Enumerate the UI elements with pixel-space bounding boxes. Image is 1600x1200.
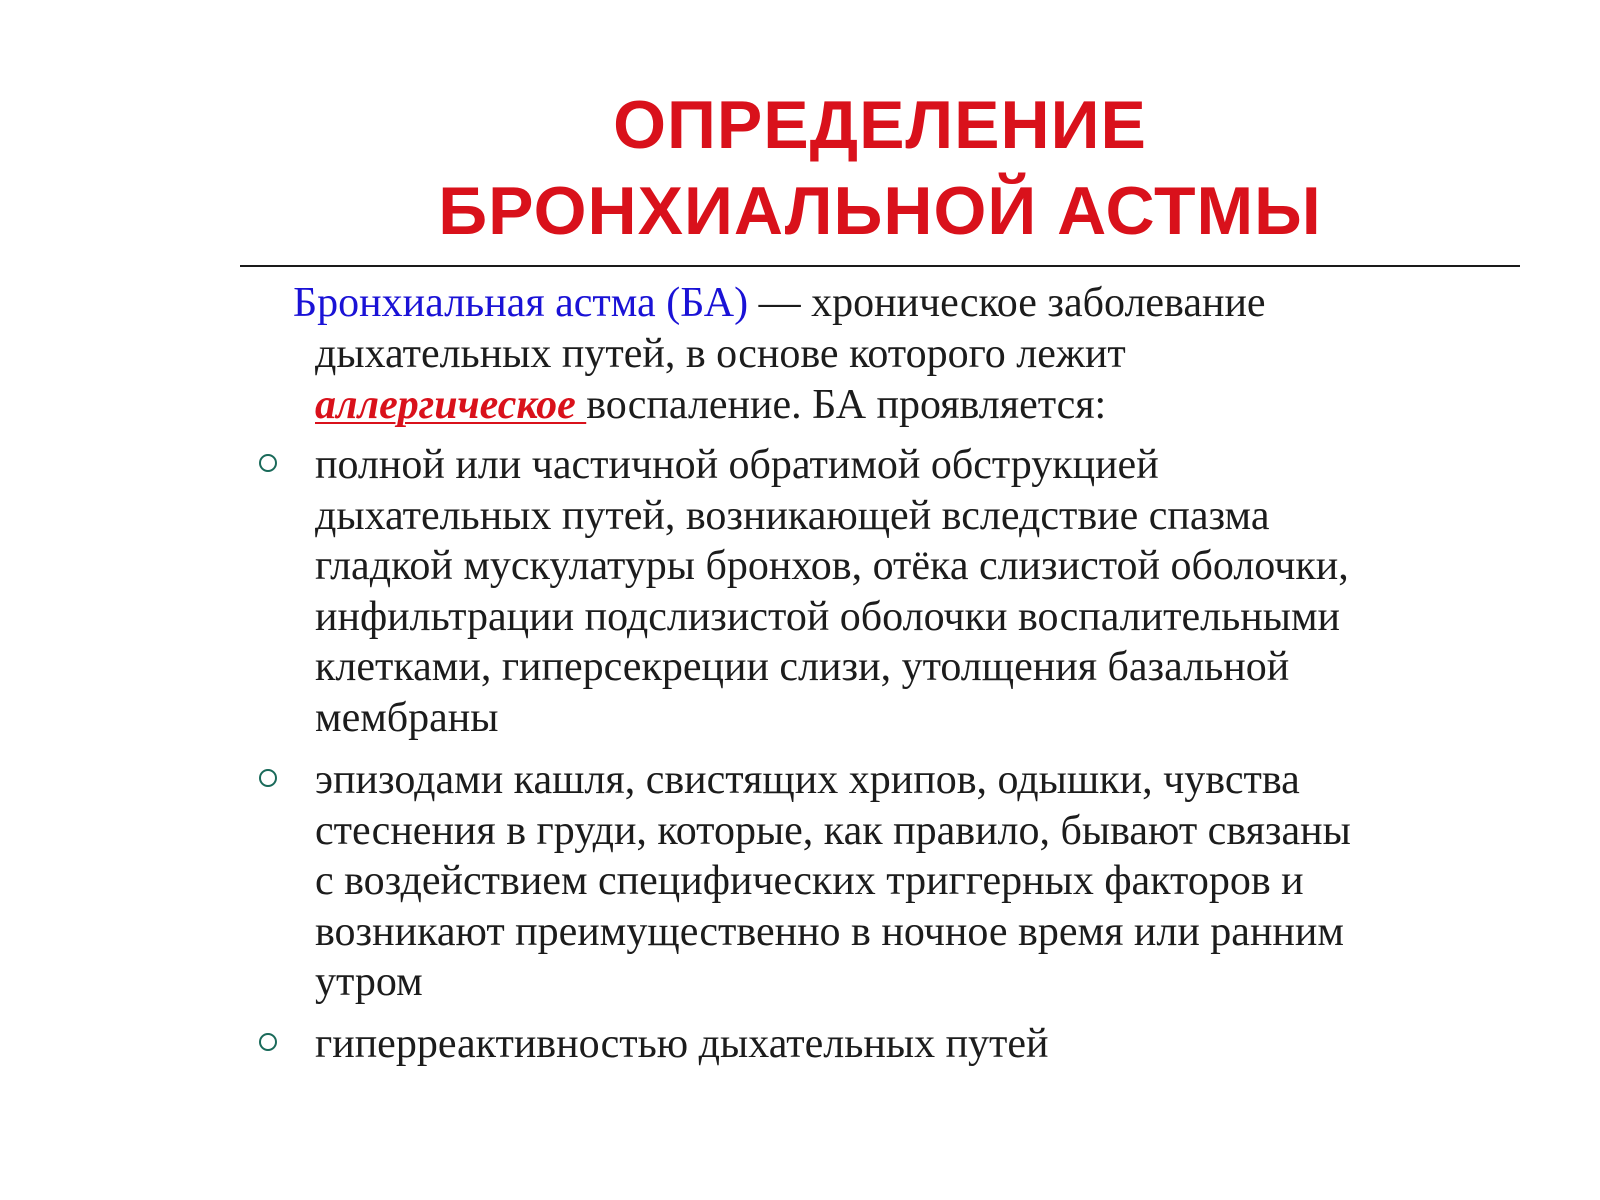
- hollow-circle-bullet-icon: [259, 454, 277, 472]
- list-item-line: дыхательных путей, возникающей вследствие спазма: [315, 492, 1270, 539]
- list-item-line: возникают преимущественно в ночное время или ранним: [315, 908, 1344, 955]
- title-divider: [240, 265, 1520, 267]
- definition-text-3: воспаление. БА проявляется:: [586, 382, 1107, 428]
- list-item-line: с воздействием специфических триггерных факторов и: [315, 858, 1304, 904]
- list-item-line: утром: [315, 959, 423, 1005]
- definition-text-1: — хроническое заболевание: [748, 280, 1266, 326]
- list-item: [315, 440, 1515, 743]
- list-item: [315, 1019, 1515, 1070]
- slide-title-line-2: БРОНХИАЛЬНОЙ АСТМЫ: [438, 173, 1322, 249]
- hollow-circle-bullet-icon: [259, 1033, 277, 1051]
- definition-paragraph: [293, 278, 1493, 431]
- list-item-line: мембраны: [315, 694, 499, 741]
- list-item-line: клетками, гиперсекреции слизи, утолщения базальной: [315, 644, 1290, 690]
- slide-title: [240, 82, 1520, 254]
- definition-term: Бронхиальная астма (БА): [293, 280, 749, 326]
- list-item-line: гладкой мускулатуры бронхов, отёка слизистой оболочки,: [315, 543, 1349, 589]
- list-item-line: инфильтрации подслизистой оболочки воспалительными: [315, 593, 1341, 640]
- slide-title-line-1: ОПРЕДЕЛЕНИЕ: [613, 87, 1147, 163]
- definition-line-3: [293, 380, 1493, 431]
- list-item-line: эпизодами кашля, свистящих хрипов, одышки, чувства: [315, 757, 1300, 803]
- definition-emphasis: аллергическое: [315, 382, 587, 428]
- list-item-line: полной или частичной обратимой обструкцией: [315, 442, 1159, 488]
- list-item: [315, 755, 1515, 1008]
- list-item-line: стеснения в груди, которые, как правило, бывают связаны: [315, 807, 1351, 854]
- hollow-circle-bullet-icon: [259, 769, 277, 787]
- list-item-line: гиперреактивностью дыхательных путей: [315, 1021, 1049, 1067]
- definition-line-2: дыхательных путей, в основе которого лежит: [315, 331, 1126, 377]
